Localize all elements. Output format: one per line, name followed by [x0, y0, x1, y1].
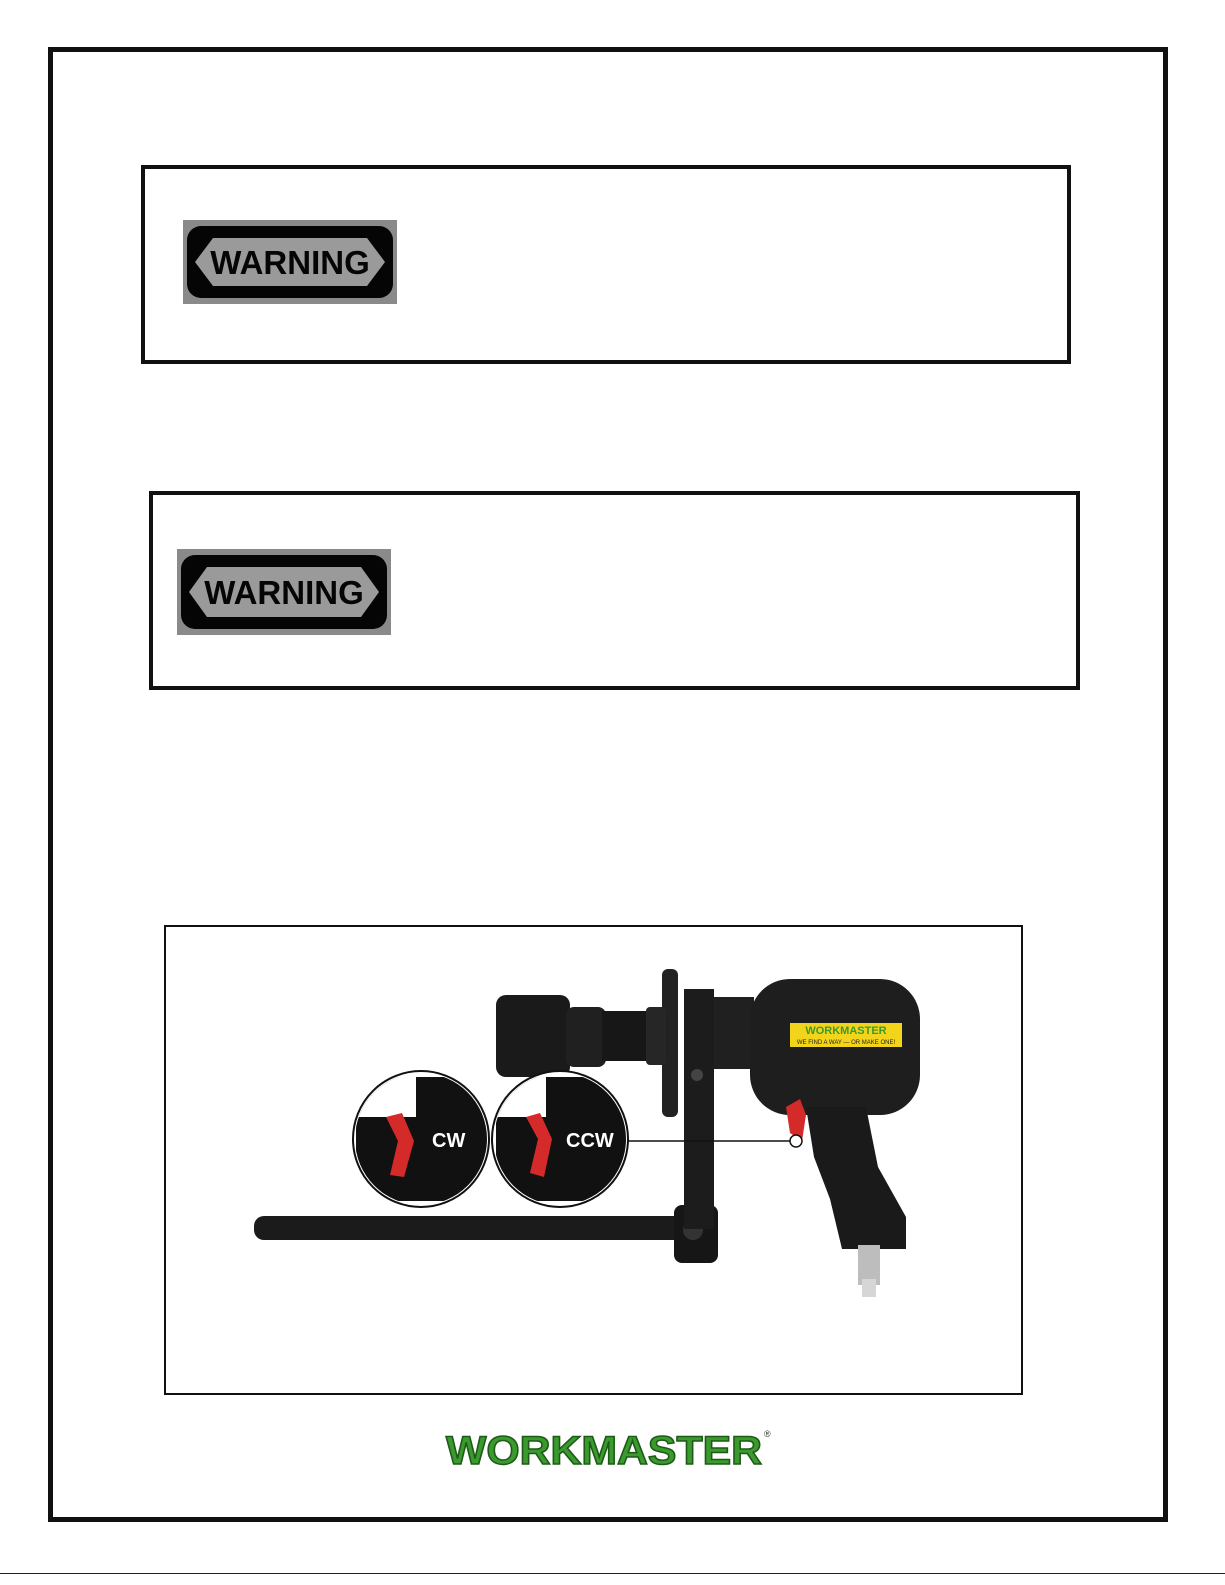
callout-cw-label: CW: [432, 1130, 466, 1152]
warning-box-2: [149, 491, 1080, 690]
callout-ccw: [492, 1071, 636, 1207]
warning-badge-1: [183, 220, 397, 304]
tool-label-brand: WORKMASTER: [805, 1025, 887, 1037]
footer-rule: [0, 1573, 1225, 1574]
tool-label-tagline: WE FIND A WAY — OR MAKE ONE!: [796, 1040, 896, 1046]
logo-text: WORKMASTER: [446, 1429, 763, 1471]
reaction-bar: [254, 1205, 718, 1263]
socket: [496, 995, 666, 1077]
warning-badge-label: WARNING: [210, 244, 370, 281]
tool-figure: [164, 925, 1023, 1395]
reaction-plate: [662, 969, 714, 1229]
tool-illustration: [166, 927, 1021, 1393]
tool-brand-label: [790, 1023, 902, 1047]
warning-box-1: [141, 165, 1071, 364]
warning-badge-2: [177, 549, 391, 635]
workmaster-logo: [442, 1425, 772, 1471]
callout-cw: [353, 1071, 496, 1207]
callout-ccw-label: CCW: [566, 1130, 614, 1152]
warning-badge-label: WARNING: [204, 574, 364, 611]
registered-mark: ®: [764, 1429, 771, 1439]
